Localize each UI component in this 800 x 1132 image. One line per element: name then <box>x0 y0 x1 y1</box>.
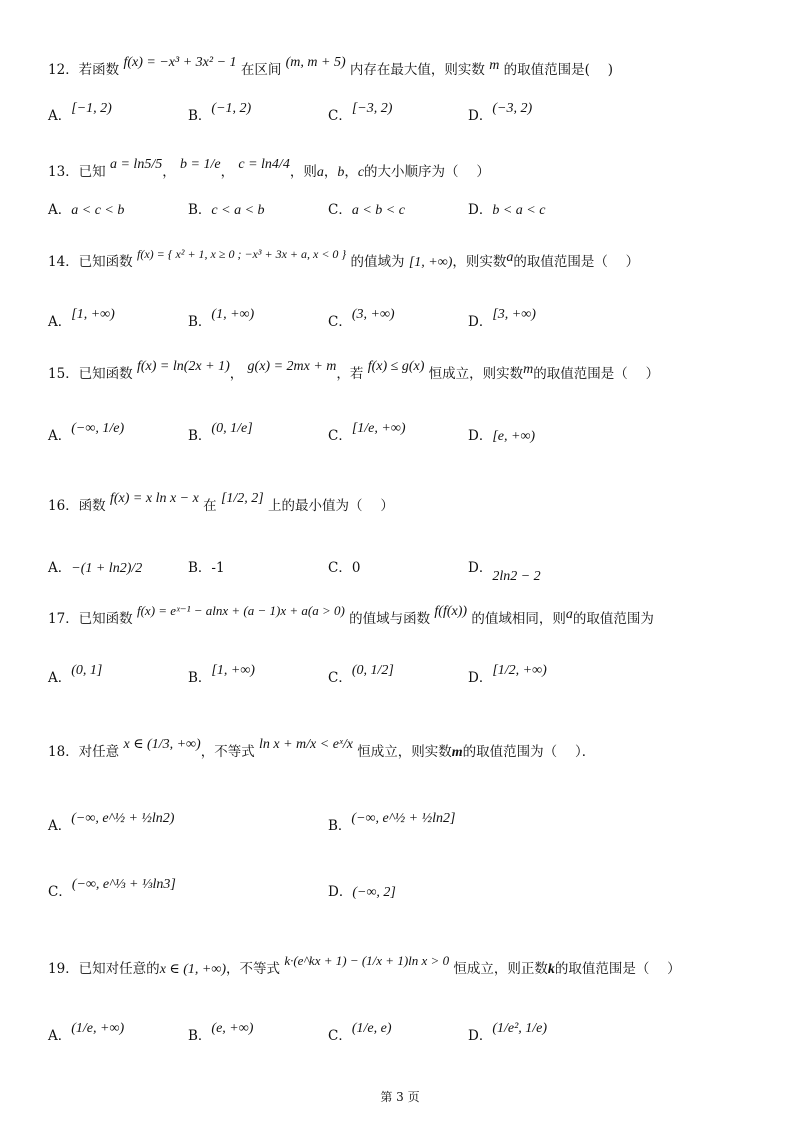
option-label: D． <box>468 314 493 330</box>
option-a <box>48 101 112 124</box>
question-12 <box>48 55 613 78</box>
formula: ln x + m/x < eˣ/x <box>259 737 353 752</box>
option-value: 2ln2 − 2 <box>492 569 541 584</box>
option-value: [1/2, +∞) <box>492 663 547 678</box>
formula: f(x) = eˣ⁻¹ − alnx + (a − 1)x + a(a > 0) <box>136 603 345 618</box>
option-label: B． <box>328 818 352 834</box>
option-d <box>468 204 545 218</box>
option-value: −(1 + ln2)/2 <box>71 561 143 576</box>
option-c <box>328 307 395 330</box>
question-text: ．对任意 <box>65 744 120 760</box>
option-value: [−1, 2) <box>71 101 112 116</box>
option-value: a < c < b <box>71 203 125 218</box>
option-label: C． <box>328 670 352 686</box>
option-c <box>48 877 176 900</box>
question-text: ．已知对任意的 <box>65 961 160 977</box>
formula: k·(e^kx + 1) − (1/x + 1)ln x > 0 <box>284 953 450 968</box>
question-text: 的取值范围是（ ） <box>554 961 681 977</box>
option-value: (e, +∞) <box>211 1021 254 1036</box>
question-text: ．已知函数 <box>65 254 133 270</box>
option-label: A． <box>48 108 72 124</box>
question-number: 16 <box>48 498 66 514</box>
question-number: 17 <box>48 611 66 627</box>
option-value: a < b < c <box>351 203 405 218</box>
variable: k <box>547 962 555 977</box>
formula: x ∈ (1/3, +∞) <box>123 737 201 752</box>
option-c <box>328 421 406 444</box>
question-15 <box>48 359 660 382</box>
option-d <box>468 307 536 330</box>
option-label: B． <box>188 314 212 330</box>
option-b <box>188 101 252 124</box>
question-text: ，不等式 <box>226 961 281 977</box>
question-text: 恒成立，则实数 <box>428 366 524 382</box>
option-label: C． <box>328 428 352 444</box>
question-number: 13 <box>48 164 66 180</box>
variable: b <box>337 165 345 180</box>
option-label: D． <box>468 202 493 218</box>
question-19 <box>48 953 681 977</box>
option-label: B． <box>188 428 212 444</box>
option-label: C． <box>328 108 352 124</box>
question-text: 的值域与函数 <box>349 611 431 627</box>
option-a <box>48 663 103 686</box>
option-value: (0, 1/e] <box>211 421 253 436</box>
variable: a <box>506 250 514 265</box>
formula: a = ln5/5 <box>109 157 163 172</box>
question-text: ．已知函数 <box>65 611 133 627</box>
question-text: 的取值范围是（ ） <box>513 254 640 270</box>
formula: f(f(x)) <box>434 604 468 619</box>
variable: m <box>451 745 463 760</box>
question-text: 的取值范围是（ ） <box>533 366 660 382</box>
option-d <box>468 560 541 584</box>
option-a <box>48 811 175 834</box>
question-text: ．函数 <box>65 498 106 514</box>
formula: f(x) = −x³ + 3x² − 1 <box>123 55 237 70</box>
page-number: 第 3 页 <box>380 1090 420 1104</box>
question-text: 的大小顺序为（ ） <box>364 164 490 180</box>
option-label: A． <box>48 560 72 576</box>
option-label: C． <box>328 560 352 576</box>
option-value: (1/e, +∞) <box>71 1021 125 1036</box>
question-text: 内存在最大值，则实数 <box>349 62 485 78</box>
question-text: ， <box>162 164 176 180</box>
option-label: D． <box>468 1028 493 1044</box>
question-text: 的取值范围为（ ）． <box>462 744 596 760</box>
option-label: C． <box>328 314 352 330</box>
formula: g(x) = 2mx + m <box>247 359 337 374</box>
variable: c <box>357 165 365 180</box>
option-b <box>188 204 265 218</box>
option-label: A． <box>48 314 72 330</box>
option-label: C． <box>48 884 72 900</box>
option-value: [e, +∞) <box>492 429 536 444</box>
option-d <box>468 101 533 124</box>
formula: b = 1/e <box>180 157 221 172</box>
option-value: [3, +∞) <box>492 307 536 322</box>
option-value: [1, +∞) <box>211 663 255 678</box>
variable: m <box>489 58 500 73</box>
option-b <box>188 562 225 576</box>
option-a <box>48 562 142 576</box>
option-value: 0 <box>351 560 361 576</box>
option-value: b < a < c <box>492 203 546 218</box>
option-label: D． <box>468 108 493 124</box>
option-b <box>188 307 255 330</box>
question-text: ，不等式 <box>200 744 255 760</box>
option-c <box>328 101 393 124</box>
question-18 <box>48 737 596 760</box>
option-value: (−∞, 2] <box>352 885 396 900</box>
question-text: ．若函数 <box>65 62 120 78</box>
option-value: [−3, 2) <box>351 101 393 116</box>
option-value: (0, 1] <box>71 663 103 678</box>
formula: x ∈ (1, +∞) <box>159 962 227 977</box>
question-text: ， <box>220 164 235 180</box>
option-label: D． <box>468 670 493 686</box>
option-label: A． <box>48 1028 72 1044</box>
option-a <box>48 307 115 330</box>
option-label: D． <box>468 560 493 576</box>
option-d <box>468 1021 548 1044</box>
option-value: (−∞, e^⅓ + ⅓ln3] <box>71 877 176 892</box>
option-c <box>328 1021 392 1044</box>
formula: c = ln4/4 <box>238 157 290 172</box>
option-label: B． <box>188 560 212 576</box>
option-value: (−∞, e^½ + ½ln2) <box>71 811 175 826</box>
question-text: 恒成立，则正数 <box>453 961 548 977</box>
question-text: ，则 <box>289 164 317 180</box>
question-13 <box>48 157 490 180</box>
option-c <box>328 663 394 686</box>
question-text: ，若 <box>336 366 364 382</box>
question-14 <box>48 247 640 270</box>
option-value: (1/e², 1/e) <box>492 1021 548 1036</box>
variable: a <box>565 607 573 622</box>
formula: f(x) = x ln x − x <box>109 491 199 506</box>
option-a <box>48 421 125 444</box>
option-value: c < a < b <box>211 203 265 218</box>
option-label: D． <box>468 428 493 444</box>
option-label: D． <box>328 884 353 900</box>
option-label: B． <box>188 1028 212 1044</box>
question-text: 的值域相同，则 <box>471 611 566 627</box>
option-value: [1/e, +∞) <box>351 421 406 436</box>
question-17 <box>48 603 654 627</box>
option-label: A． <box>48 670 72 686</box>
option-value: (−3, 2) <box>492 101 533 116</box>
question-text: 在区间 <box>240 62 282 78</box>
option-label: B． <box>188 202 212 218</box>
question-text: ， <box>229 366 244 382</box>
question-text: ，则实数 <box>452 254 507 270</box>
option-label: B． <box>188 108 212 124</box>
question-text: 的值域为 <box>350 254 405 270</box>
option-value: (0, 1/2] <box>351 663 394 678</box>
formula: [1/2, 2] <box>220 491 264 506</box>
formula: (m, m + 5) <box>285 55 346 70</box>
question-text: ．已知函数 <box>65 366 133 382</box>
question-number: 19 <box>48 961 66 977</box>
option-label: C． <box>328 1028 352 1044</box>
question-number: 18 <box>48 744 66 760</box>
option-label: B． <box>188 670 212 686</box>
option-label: A． <box>48 202 72 218</box>
option-value: (1/e, e) <box>351 1021 392 1036</box>
variable: m <box>523 362 534 377</box>
question-text: ， <box>323 164 338 180</box>
option-label: A． <box>48 818 72 834</box>
question-text: ， <box>344 164 358 180</box>
question-text: 在 <box>203 498 217 514</box>
question-text: 的取值范围为 <box>572 611 654 627</box>
question-text: ．已知 <box>65 164 106 180</box>
question-text: 上的最小值为（ ） <box>268 498 394 514</box>
option-b <box>328 811 456 834</box>
option-b <box>188 421 253 444</box>
option-label: C． <box>328 202 352 218</box>
option-b <box>188 663 255 686</box>
option-value: (−∞, 1/e) <box>71 421 125 436</box>
variable: a <box>316 165 324 180</box>
option-c <box>328 562 360 576</box>
option-value: (−1, 2) <box>211 101 252 116</box>
question-number: 15 <box>48 366 66 382</box>
question-text: 的取值范围是( ) <box>503 62 613 78</box>
option-value: (3, +∞) <box>351 307 395 322</box>
question-number: 12 <box>48 62 66 78</box>
option-value: (1, +∞) <box>211 307 255 322</box>
formula: f(x) = ln(2x + 1) <box>136 359 230 374</box>
option-value: [1, +∞) <box>71 307 115 322</box>
option-c <box>328 204 405 218</box>
option-value: -1 <box>211 560 225 576</box>
option-d <box>468 663 547 686</box>
formula: [1, +∞) <box>408 255 453 270</box>
option-a <box>48 204 124 218</box>
option-label: A． <box>48 428 72 444</box>
question-16 <box>48 491 394 514</box>
option-a <box>48 1021 125 1044</box>
option-value: (−∞, e^½ + ½ln2] <box>351 811 456 826</box>
option-d <box>468 430 535 444</box>
formula: f(x) = { x² + 1, x ≥ 0 ; −x³ + 3x + a, x < 0 } <box>136 247 347 261</box>
question-number: 14 <box>48 254 66 270</box>
option-b <box>188 1021 254 1044</box>
question-text: 恒成立，则实数 <box>357 744 452 760</box>
option-d <box>328 886 396 900</box>
formula: f(x) ≤ g(x) <box>367 359 425 374</box>
